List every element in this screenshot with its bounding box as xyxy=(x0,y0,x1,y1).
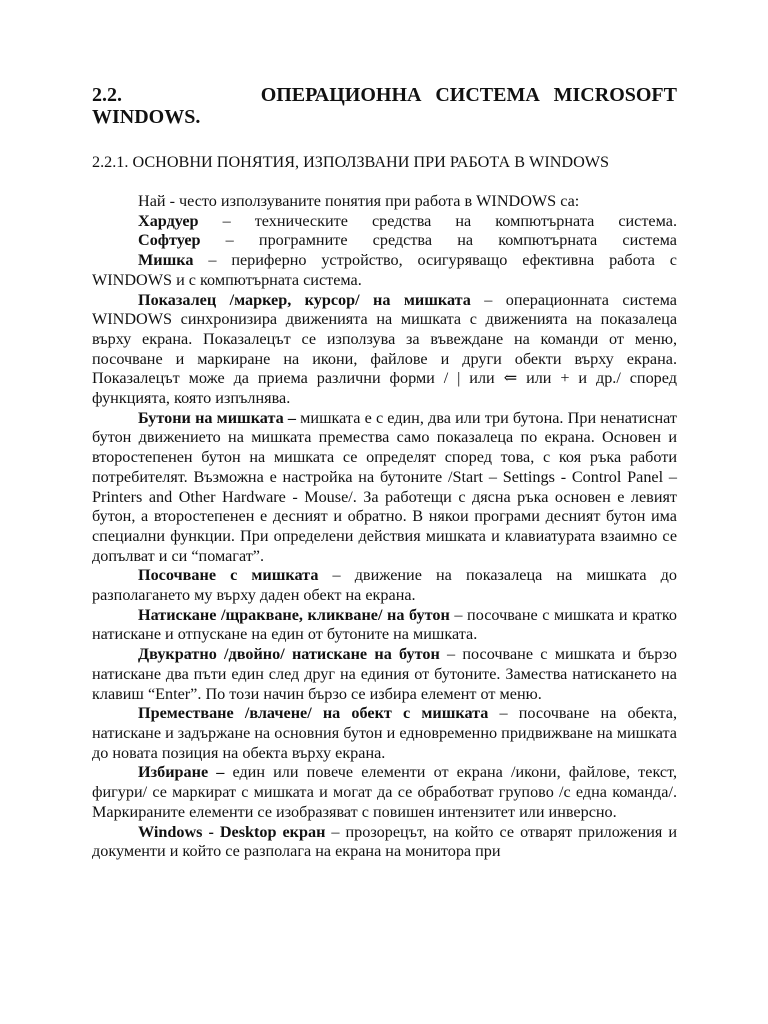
term-paragraph-software xyxy=(92,231,677,251)
document-body xyxy=(92,84,677,862)
subsection-heading: 2.2.1. ОСНОВНИ ПОНЯТИЯ, ИЗПОЛЗВАНИ ПРИ РАБОТА В WINDOWS xyxy=(92,153,610,171)
term-paragraph-click xyxy=(92,606,677,645)
section-number: 2.2. xyxy=(92,84,122,106)
term-mouse-buttons: Бутони на мишката – xyxy=(138,408,296,427)
term-pointing-text: – движение на показалеца на мишката до разполагането му върху даден обект на екрана. xyxy=(92,566,677,605)
term-software-text: – програмните средства на компютърната система xyxy=(200,231,677,250)
term-desktop: Windows - Desktop екран xyxy=(138,822,326,841)
section-heading xyxy=(92,84,677,128)
term-paragraph-select xyxy=(92,763,677,822)
term-mouse-buttons-text: мишката е с един, два или три бутона. При ненатиснат бутон движението на мишката премества само показалеца по екрана. Основен и второстепенен бутон на мишката се определят според това, с коя ръка работи потребителят. Възможна е настройка на бутоните /Start – Settings - Control Panel – Printers and Other Hardware - Mouse/. За работещи с дясна ръка основен е левият бутон, а второстепенен е десният и обратно. В някои програми десният бутон има специални функции. При определени действия мишката и клавиатурата взаимно се допълват и си “помагат”. xyxy=(92,408,678,565)
term-paragraph-drag xyxy=(92,704,677,763)
term-desktop-text: – прозорецът, на който се отварят приложения и документи и който се разполага на екрана на монитора при xyxy=(92,822,677,861)
term-mouse: Мишка xyxy=(138,251,194,270)
term-paragraph-mouse-buttons xyxy=(92,409,677,567)
term-paragraph-mouse xyxy=(92,251,677,290)
term-select: Избиране – xyxy=(138,763,225,782)
term-select-text: един или повече елементи от екрана /икони, файлове, текст, фигури/ се маркират с мишката и могат да се обработват групово /с една команда/. Маркираните елементи се изобразяват с повишен интензитет или инверсно. xyxy=(92,763,677,821)
term-pointer: Показалец /маркер, курсор/ на мишката xyxy=(138,290,471,309)
term-mouse-text: – периферно устройство, осигуряващо ефективна работа с WINDOWS и с компютърната система. xyxy=(92,251,677,289)
term-drag-text: – посочване на обекта, натискане и задържане на основния бутон и едновременно придвижване на мишката до новата позиция на обекта върху екрана. xyxy=(92,704,677,762)
intro-paragraph: Най - често използуваните понятия при работа в WINDOWS са: xyxy=(138,192,580,210)
term-paragraph-pointing xyxy=(92,566,677,605)
term-hardware: Хардуер xyxy=(138,211,199,230)
term-drag: Преместване /влачене/ на обект с мишката xyxy=(138,704,489,723)
term-hardware-text: – техническите средства на компютърната система. xyxy=(198,211,677,230)
term-click-text: – посочване с мишката и кратко натискане и отпускане на един от бутоните на мишката. xyxy=(92,605,678,644)
term-paragraph-double-click xyxy=(92,645,677,704)
section-title: ОПЕРАЦИОННА СИСТЕМА MICROSOFT WINDOWS. xyxy=(92,84,677,128)
term-click: Натискане /щракване, кликване/ на бутон xyxy=(138,605,450,624)
term-paragraph-pointer xyxy=(92,291,677,409)
term-paragraph-desktop xyxy=(92,823,677,862)
term-software: Софтуер xyxy=(138,231,201,250)
term-double-click: Двукратно /двойно/ натискане на бутон xyxy=(138,645,440,664)
term-pointing: Посочване с мишката xyxy=(138,566,319,585)
term-double-click-text: – посочване с мишката и бързо натискане два пъти един след друг на единия от бутоните. Замества натискането на клавиш “Enter”. По този начин бързо се избира елемент от меню. xyxy=(92,645,677,703)
term-pointer-text: – операционната система WINDOWS синхронизира движенията на мишката с движенията на показалеца върху екрана. Показалецът се използува за въвеждане на команди от меню, посочване и маркиране на икони, файлове и други обекти върху екрана. Показалецът може да приема различни форми / | или ⇐ или + и др./ според функцията, която изпълнява. xyxy=(92,290,677,408)
term-paragraph-hardware xyxy=(92,212,677,232)
